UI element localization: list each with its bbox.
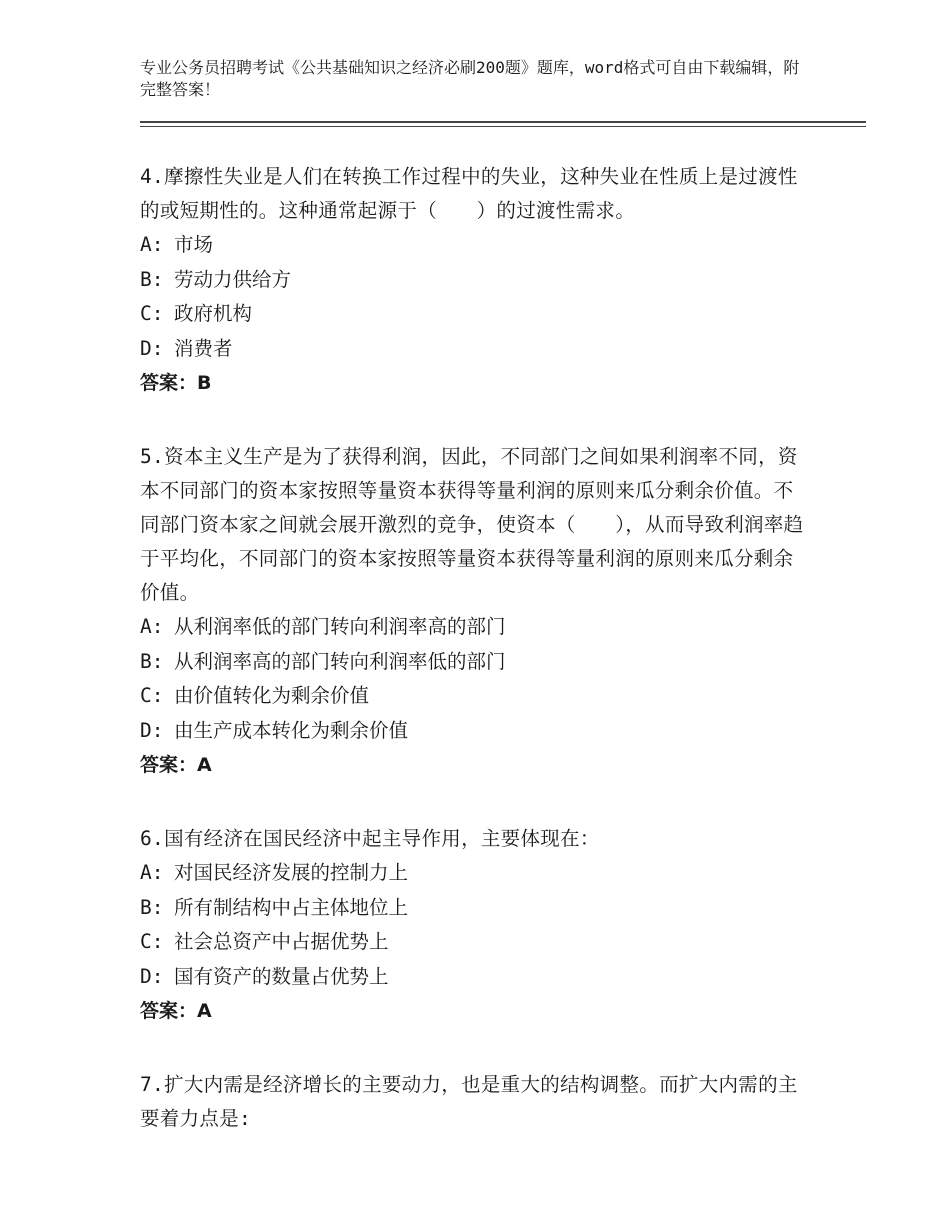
question-stem: 4.摩擦性失业是人们在转换工作过程中的失业，这种失业在性质上是过渡性的或短期性的。这种通常起源于（ ）的过渡性需求。 [140,165,798,222]
option-letter: B: [140,267,164,291]
option-text: 从利润率低的部门转向利润率高的部门 [174,615,506,638]
option-d [140,332,810,367]
option-a [140,856,810,891]
answer-line: 答案：B [140,372,212,394]
option-text: 市场 [174,233,214,256]
option-letter: B: [140,895,164,919]
option-text: 劳动力供给方 [174,267,292,291]
answer-line: 答案：A [140,1000,212,1022]
option-c [140,925,810,960]
option-text: 从利润率高的部门转向利润率低的部门 [174,649,506,673]
option-text: 国有资产的数量占优势上 [174,964,389,988]
option-text: 消费者 [174,336,233,360]
option-letter: C: [140,684,164,707]
option-letter: A: [140,233,164,256]
option-text: 社会总资产中占据优势上 [174,930,389,953]
header-rule-thick [140,121,866,123]
option-text: 由价值转化为剩余价值 [174,684,370,707]
option-letter: D: [140,718,164,742]
question-list [140,160,810,1176]
option-d [140,714,810,749]
document-header: 专业公务员招聘考试《公共基础知识之经济必刷200题》题库，word格式可自由下载编辑，附完整答案！ [140,58,800,99]
header-rule-thin [140,126,866,127]
option-a [140,228,810,263]
option-letter: A: [140,861,164,884]
option-d [140,960,810,995]
question-stem: 5.资本主义生产是为了获得利润，因此，不同部门之间如果利润率不同，资本不同部门的资本家按照等量资本获得等量利润的原则来瓜分剩余价值。不同部门资本家之间就会展开激烈的竞争，使资本（ ），从而导致利润率趋于平均化，不同部门的资本家按照等量资本获得等量利润的原则来瓜分剩余价值。 [140,445,804,604]
question-6 [140,822,810,1028]
option-b [140,645,810,680]
option-text: 对国民经济发展的控制力上 [174,861,409,884]
option-letter: B: [140,649,164,673]
option-letter: C: [140,930,164,953]
option-c [140,297,810,332]
question-stem: 6.国有经济在国民经济中起主导作用，主要体现在： [140,827,600,850]
option-text: 所有制结构中占主体地位上 [174,895,409,919]
option-letter: A: [140,615,164,638]
question-stem: 7.扩大内需是经济增长的主要动力，也是重大的结构调整。而扩大内需的主要着力点是: [140,1073,798,1130]
option-letter: D: [140,964,164,988]
option-letter: D: [140,336,164,360]
option-text: 由生产成本转化为剩余价值 [174,718,409,742]
option-c [140,679,810,714]
question-7 [140,1068,810,1136]
option-b [140,263,810,298]
answer-line: 答案：A [140,754,212,776]
question-4 [140,160,810,400]
question-5 [140,440,810,782]
option-a [140,610,810,645]
option-b [140,891,810,926]
option-letter: C: [140,302,164,325]
option-text: 政府机构 [174,302,253,325]
